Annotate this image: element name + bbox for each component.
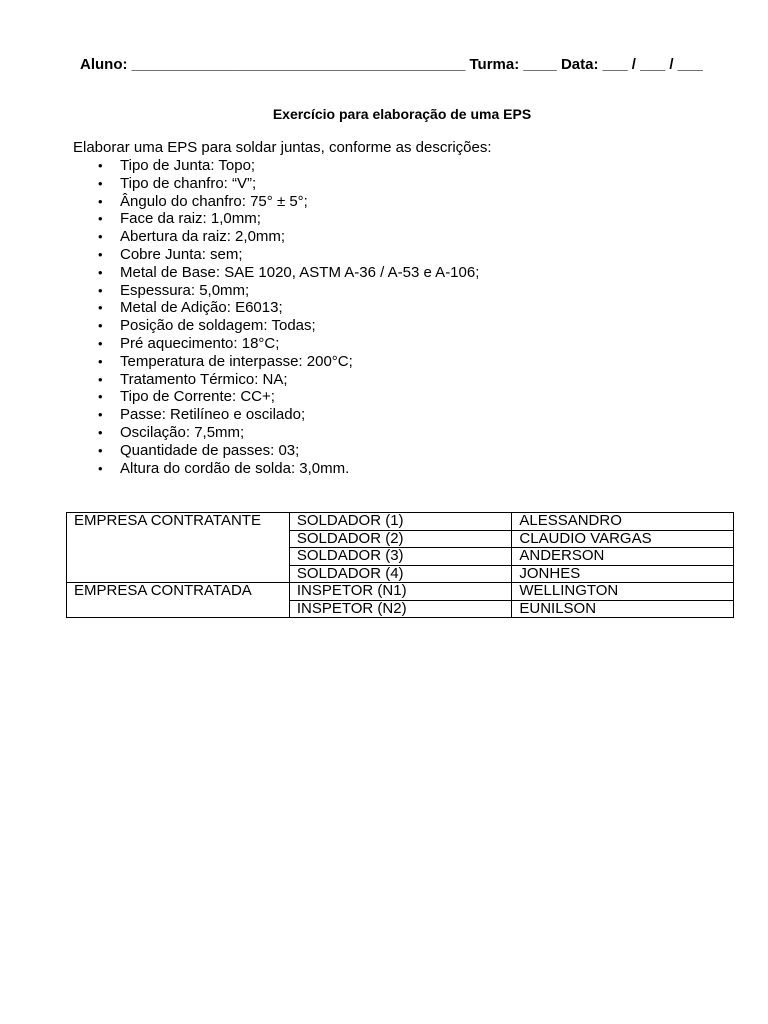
- list-item: [73, 442, 479, 460]
- list-item: [73, 388, 479, 406]
- company-cell: EMPRESA CONTRATANTE: [67, 513, 290, 583]
- bullet-icon: •: [98, 158, 103, 173]
- bullet-icon: •: [98, 175, 103, 191]
- role-cell: INSPETOR (N2): [289, 600, 512, 618]
- list-item-text: Tipo de Corrente: CC+;: [120, 388, 275, 406]
- list-item: [73, 228, 479, 246]
- bullet-icon: •: [98, 389, 103, 405]
- list-item-text: Passe: Retilíneo e oscilado;: [120, 406, 306, 424]
- bullet-icon: •: [98, 318, 103, 334]
- student-header: Aluno: ________________________________________ Turma: ____ Data: ___ / ___ / ___: [80, 56, 703, 73]
- description-list: [73, 157, 479, 477]
- list-item-text: Metal de Base: SAE 1020, ASTM A-36 / A-53 e A-106;: [120, 263, 480, 281]
- list-item-text: Pré aquecimento: 18°C;: [120, 334, 280, 352]
- table-row: [67, 513, 734, 531]
- list-item-text: Tipo de Junta: Topo;: [120, 157, 256, 174]
- list-item: [73, 193, 479, 211]
- name-cell: ANDERSON: [512, 548, 734, 566]
- list-item: [73, 353, 479, 371]
- list-item: [73, 335, 479, 353]
- list-item: [73, 299, 479, 317]
- list-item: [73, 175, 479, 193]
- list-item: [73, 210, 479, 228]
- name-cell: JONHES: [512, 565, 734, 583]
- list-item: [73, 371, 479, 389]
- name-cell: WELLINGTON: [512, 583, 734, 601]
- list-item-text: Posição de soldagem: Todas;: [120, 317, 316, 335]
- list-item-text: Tratamento Térmico: NA;: [120, 370, 288, 388]
- list-item: [73, 460, 479, 478]
- list-item-text: Espessura: 5,0mm;: [120, 281, 250, 299]
- name-cell: ALESSANDRO: [512, 513, 734, 531]
- bullet-icon: •: [98, 442, 103, 458]
- list-item: [73, 246, 479, 264]
- bullet-icon: •: [98, 353, 103, 369]
- bullet-icon: •: [98, 300, 103, 316]
- exercise-title: Exercício para elaboração de uma EPS: [272, 106, 532, 122]
- personnel-table: [66, 512, 734, 618]
- bullet-icon: •: [98, 246, 103, 262]
- list-item-text: Altura do cordão de solda: 3,0mm.: [120, 459, 350, 477]
- bullet-icon: •: [98, 335, 103, 351]
- table-row: [67, 583, 734, 601]
- list-item-text: Temperatura de interpasse: 200°C;: [120, 352, 353, 370]
- bullet-icon: •: [98, 264, 103, 280]
- list-item: [73, 264, 479, 282]
- role-cell: INSPETOR (N1): [289, 583, 512, 601]
- bullet-icon: •: [98, 282, 103, 298]
- bullet-icon: •: [98, 229, 103, 245]
- list-item-text: Abertura da raiz: 2,0mm;: [120, 228, 286, 246]
- list-item-text: Face da raiz: 1,0mm;: [120, 210, 261, 228]
- role-cell: SOLDADOR (2): [289, 530, 512, 548]
- role-cell: SOLDADOR (3): [289, 548, 512, 566]
- list-item-text: Quantidade de passes: 03;: [120, 441, 300, 459]
- bullet-icon: •: [98, 424, 103, 440]
- name-cell: CLAUDIO VARGAS: [512, 530, 734, 548]
- list-item: [73, 282, 479, 300]
- list-item-text: Ângulo do chanfro: 75° ± 5°;: [120, 192, 308, 210]
- bullet-icon: •: [98, 371, 103, 387]
- list-item-text: Tipo de chanfro: “V”;: [120, 174, 257, 192]
- bullet-icon: •: [98, 460, 103, 476]
- list-item: [73, 424, 479, 442]
- list-item: [73, 157, 479, 175]
- role-cell: SOLDADOR (1): [289, 513, 512, 531]
- bullet-icon: •: [98, 211, 103, 227]
- list-item-text: Oscilação: 7,5mm;: [120, 423, 245, 441]
- list-item: [73, 317, 479, 335]
- list-item: [73, 406, 479, 424]
- bullet-icon: •: [98, 193, 103, 209]
- company-cell: EMPRESA CONTRATADA: [67, 583, 290, 618]
- list-item-text: Metal de Adição: E6013;: [120, 299, 283, 317]
- bullet-icon: •: [98, 407, 103, 423]
- role-cell: SOLDADOR (4): [289, 565, 512, 583]
- intro-text: Elaborar uma EPS para soldar juntas, conforme as descrições:: [73, 139, 492, 156]
- name-cell: EUNILSON: [512, 600, 734, 618]
- list-item-text: Cobre Junta: sem;: [120, 245, 243, 263]
